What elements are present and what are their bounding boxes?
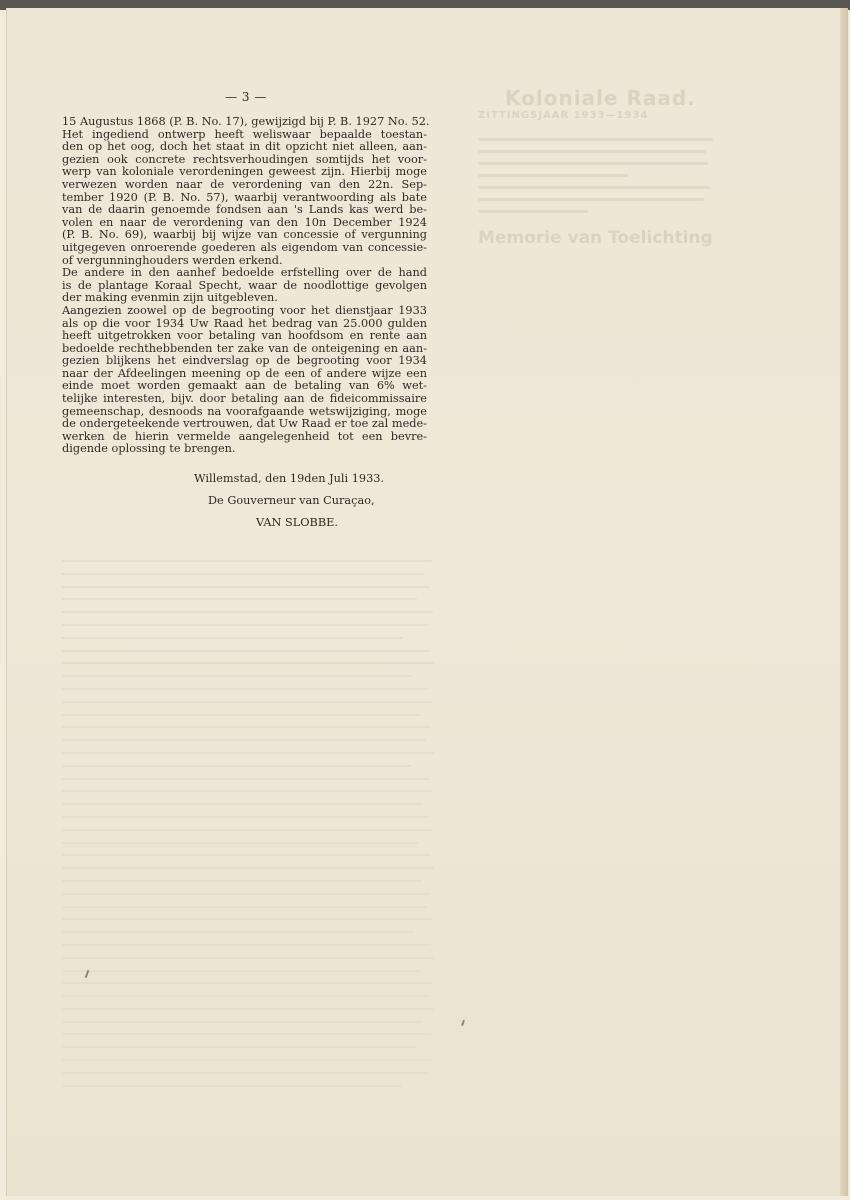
text-line: is de plantage Koraal Specht, waar de noodlottige gevolgen <box>62 278 427 292</box>
text-line: volen en naar de verordening van den 10n December 1924 <box>62 215 427 229</box>
text-line: de ondergeteekende vertrouwen, dat Uw Raad er toe zal mede- <box>62 417 427 431</box>
page-edge-shadow <box>840 8 848 1196</box>
text-line: den op het oog, doch het staat in dit opzicht niet alleen, aan- <box>62 140 427 154</box>
page-number: — 3 — <box>225 90 267 104</box>
text-line: als op die voor 1934 Uw Raad het bedrag van 25.000 gulden <box>62 316 427 330</box>
text-line: van de daarin genoemde fondsen aan 's Lands kas werd be- <box>62 203 427 217</box>
body-text <box>62 115 430 456</box>
text-line: gezien ook concrete rechtsverhoudingen somtijds het voor- <box>62 152 427 166</box>
text-line: 15 Augustus 1868 (P. B. No. 17), gewijzigd bij P. B. 1927 No. 52. <box>62 115 430 128</box>
signatory-title: De Gouverneur van Curaçao, <box>208 494 375 507</box>
text-line: Het ingediend ontwerp heeft weliswaar bepaalde toestan- <box>62 127 427 141</box>
text-line: gemeenschap, desnoods na voorafgaande wetswijziging, moge <box>62 404 427 418</box>
text-line: werken de hierin vermelde aangelegenheid tot een bevre- <box>62 429 427 443</box>
text-line: gezien blijkens het eindverslag op de begrooting voor 1934 <box>62 354 427 368</box>
text-line: tember 1920 (P. B. No. 57), waarbij verantwoording als bate <box>62 190 427 204</box>
bleed-through-column <box>62 560 437 1097</box>
place-and-date: Willemstad, den 19den Juli 1933. <box>194 472 385 485</box>
text-line: telijke interesten, bijv. door betaling aan de fideicommissaire <box>62 392 427 406</box>
bleed-through-title: Koloniale Raad. <box>505 86 696 110</box>
text-line: heeft uitgetrokken voor betaling van hoofdsom en rente aan <box>62 329 427 343</box>
text-line: verwezen worden naar de verordening van den 22n. Sep- <box>62 177 427 191</box>
bleed-through-lines <box>478 138 718 222</box>
text-line: bedoelde rechthebbenden ter zake van de onteigening en aan- <box>62 341 427 355</box>
text-line: naar der Afdeelingen meening op de een of andere wijze een <box>62 366 427 380</box>
text-line: einde moet worden gemaakt aan de betaling van 6% wet- <box>62 379 427 393</box>
text-line: der making evenmin zijn uitgebleven. <box>62 291 278 305</box>
text-line: of vergunninghouders werden erkend. <box>62 253 283 267</box>
text-line: uitgegeven onroerende goederen als eigendom van concessie- <box>62 240 427 254</box>
text-line: werp van koloniale verordeningen geweest zijn. Hierbij moge <box>62 165 427 179</box>
text-line: (P. B. No. 69), waarbij bij wijze van concessie of vergunning <box>62 228 427 242</box>
text-line: Aangezien zoowel op de begrooting voor het dienstjaar 1933 <box>62 303 427 317</box>
signatory-name: VAN SLOBBE. <box>256 516 338 529</box>
text-line: digende oplossing te brengen. <box>62 442 236 456</box>
bleed-through-subtitle: ZITTINGSJAAR 1933—1934 <box>478 110 649 121</box>
bleed-through-heading: Memorie van Toelichting <box>478 228 713 248</box>
text-line: De andere in den aanhef bedoelde erfstelling over de hand <box>62 266 427 280</box>
